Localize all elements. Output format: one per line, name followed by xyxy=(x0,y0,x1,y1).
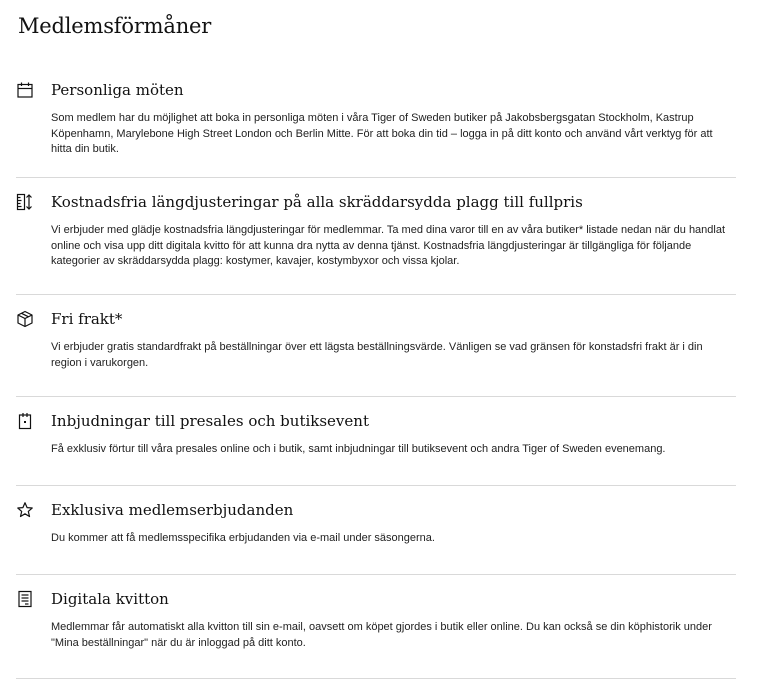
benefit-description: Du kommer att få medlemsspecifika erbjudanden via e-mail under säsongerna. xyxy=(51,532,435,544)
benefit-title: Exklusiva medlemserbjudanden xyxy=(51,501,294,519)
benefit-presale-invitations xyxy=(16,397,736,486)
benefit-description: Vi erbjuder gratis standardfrakt på beställningar över ett lägsta beställningsvärde. Vänligen se vad gränsen för konstadsfri frakt är i din region i varukorgen. xyxy=(51,341,703,369)
benefit-title: Inbjudningar till presales och butiksevent xyxy=(51,412,369,430)
benefit-personal-meetings xyxy=(16,66,736,178)
calendar-icon xyxy=(16,81,34,99)
invitation-icon xyxy=(16,412,34,430)
benefit-free-shipping xyxy=(16,295,736,397)
length-adjust-icon xyxy=(16,193,34,211)
star-icon xyxy=(16,501,34,519)
benefit-description: Medlemmar får automatiskt alla kvitton till sin e-mail, oavsett om köpet gjordes i butik eller online. Du kan också se din köphistorik under "Mina beställningar" när du är inloggad på ditt konto. xyxy=(51,621,712,649)
benefit-title: Personliga möten xyxy=(51,81,184,99)
benefit-description: Få exklusiv förtur till våra presales online och i butik, samt inbjudningar till butiksevent och andra Tiger of Sweden evenemang. xyxy=(51,443,666,455)
benefits-list xyxy=(16,66,736,679)
receipt-icon xyxy=(16,590,34,608)
benefit-description: Vi erbjuder med glädje kostnadsfria längdjusteringar för medlemmar. Ta med dina varor till en av våra butiker* listade nedan när du handlat online och visa upp ditt digitala kvitto för att kunna dra nytta av denna tjänst. Kostnadsfria längdjusteringar är tillgängliga för följande kategorier av skräddarsydda plagg: kostymer, kavajer, kostymbyxor och vissa kjolar. xyxy=(51,224,726,267)
benefit-title: Kostnadsfria längdjusteringar på alla skräddarsydda plagg till fullpris xyxy=(51,193,583,211)
benefit-digital-receipts xyxy=(16,575,736,679)
benefit-free-length-adjustments xyxy=(16,178,736,295)
benefit-title: Fri frakt* xyxy=(51,310,123,328)
page-title: Medlemsförmåner xyxy=(18,14,212,38)
package-icon xyxy=(16,310,34,328)
benefit-exclusive-offers xyxy=(16,486,736,575)
benefit-title: Digitala kvitton xyxy=(51,590,169,608)
benefit-description: Som medlem har du möjlighet att boka in personliga möten i våra Tiger of Sweden butiker på Jakobsbergsgatan Stockholm, Kastrup Köpenhamn, Marylebone High Street London och Berlin Mitte. För att boka din tid – logga in på ditt konto och använd vårt verktyg för att hitta din butik. xyxy=(51,112,713,155)
